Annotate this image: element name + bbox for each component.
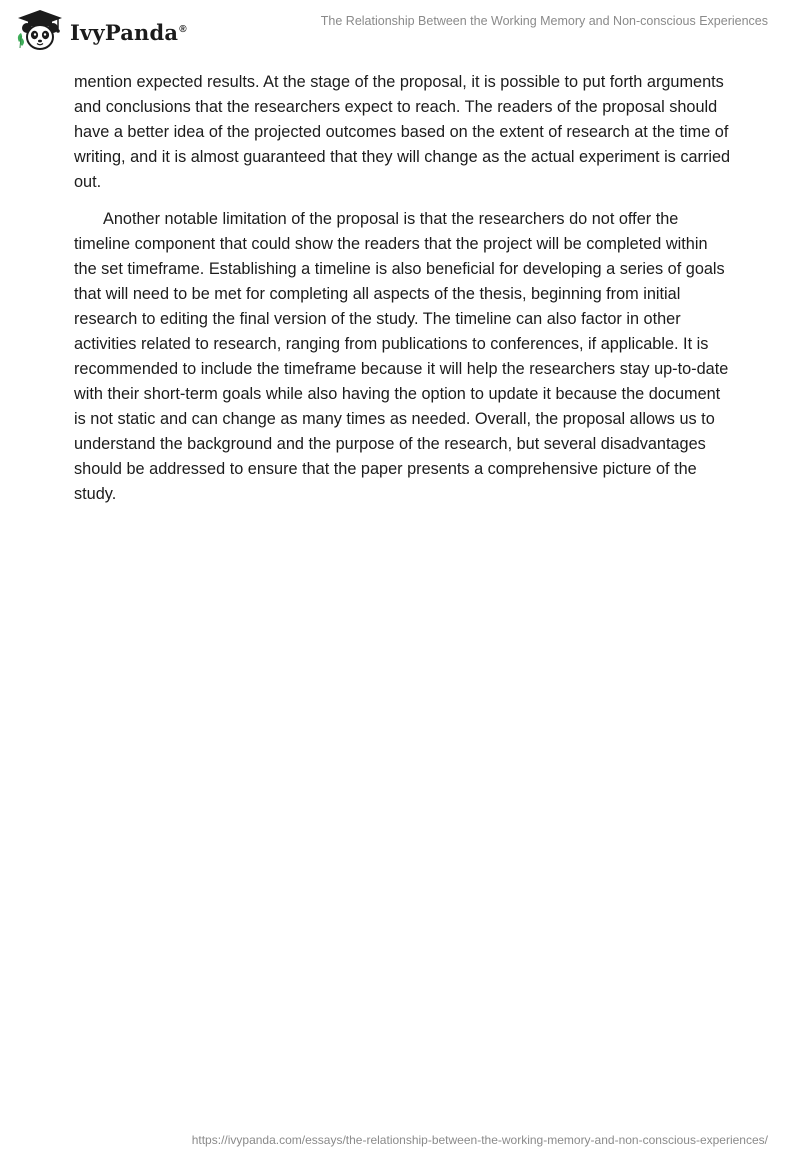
brand-logo[interactable] (14, 8, 187, 54)
source-url[interactable]: https://ivypanda.com/essays/the-relationship-between-the-working-memory-and-non-conscious-experiences/ (191, 1133, 768, 1147)
document-title: The Relationship Between the Working Memory and Non-conscious Experiences (320, 14, 768, 28)
panda-graduate-icon (14, 8, 66, 54)
paragraph: Another notable limitation of the proposal is that the researchers do not offer the timeline component that could show the readers that the project will be completed within the set timeframe. Establishing a timeline is also beneficial for developing a series of goals that will need to be met for completing all aspects of the thesis, beginning from initial research to editing the final version of the study. The timeline can also factor in other activities related to research, ranging from publications to conferences, if applicable. It is recommended to include the timeframe because it will help the researchers stay up-to-date with their short-term goals while also having the option to update it because the document is not static and can change as many times as needed. Overall, the proposal allows us to understand the background and the purpose of the research, but several disadvantages should be addressed to ensure that the paper presents a comprehensive picture of the study. (74, 210, 729, 503)
registered-mark: ® (179, 23, 187, 35)
paragraph-continuation: mention expected results. At the stage of the proposal, it is possible to put forth arguments and conclusions that the researchers expect to reach. The readers of the proposal should have a better idea of the projected outcomes based on the extent of research at the time of writing, and it is almost guaranteed that they will change as the actual experiment is carried out. (74, 73, 731, 191)
page-header (0, 0, 800, 66)
essay-body (74, 70, 734, 519)
brand-name: IvyPanda® (70, 19, 187, 45)
